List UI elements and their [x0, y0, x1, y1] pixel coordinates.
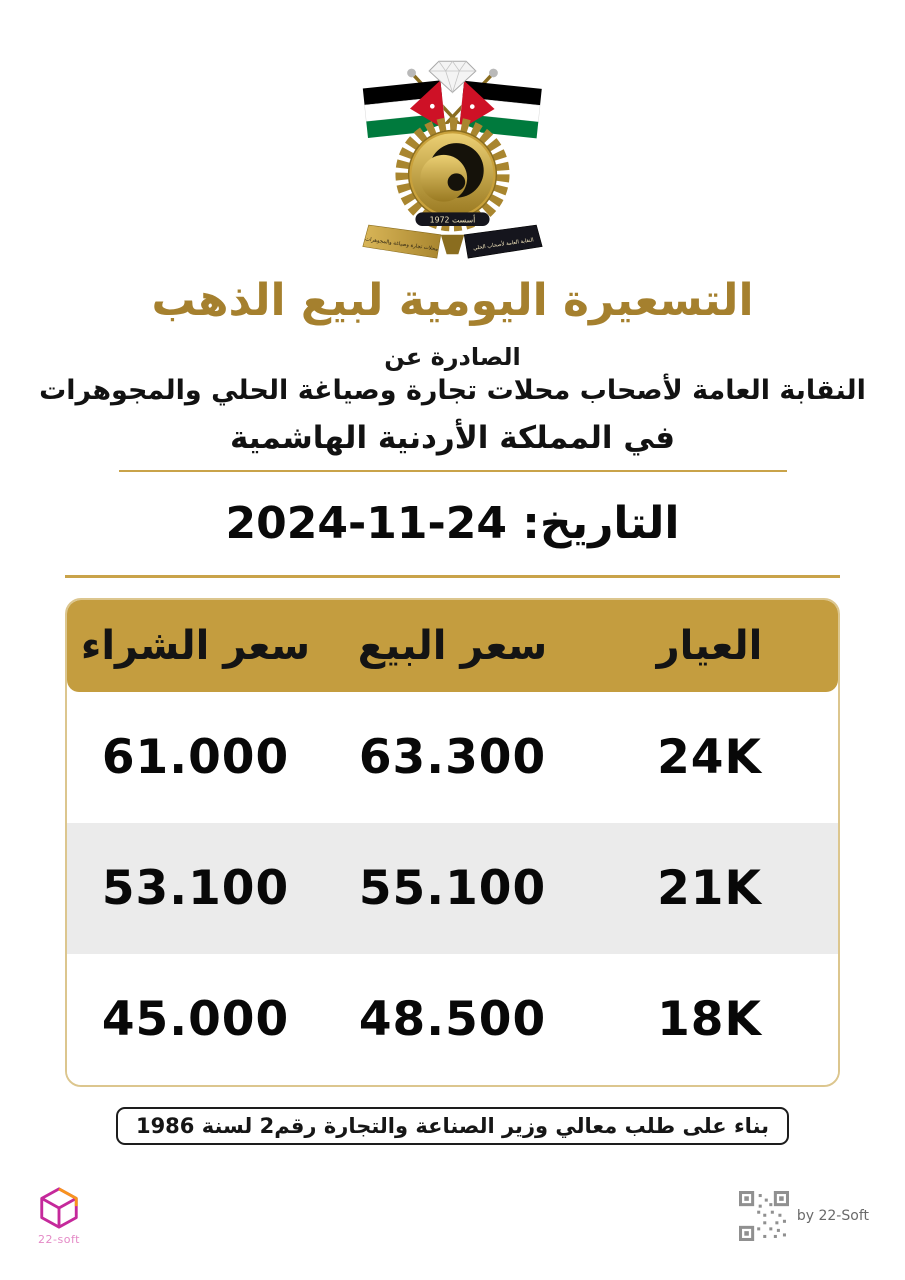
column-header-sell-price: سعر البيع — [357, 622, 548, 669]
table-row-21k — [67, 823, 838, 954]
column-header-karat: العيار — [656, 622, 763, 669]
issued-by-line: الصادرة عن — [384, 342, 521, 371]
established-text: أسست 1972 — [429, 215, 476, 225]
legal-note: بناء على طلب معالي وزير الصناعة والتجارة رقم2 لسنة 1986 — [116, 1107, 789, 1145]
ribbon-right — [464, 225, 542, 258]
credit-text: by 22-Soft — [796, 1207, 869, 1224]
karat-value: 21K — [657, 860, 762, 916]
table-header-row — [67, 600, 838, 692]
credit-block — [739, 1191, 869, 1241]
page-title: التسعيرة اليومية لبيع الذهب — [151, 275, 754, 326]
gear-icon — [402, 124, 503, 225]
syndicate-name-line: النقابة العامة لأصحاب محلات تجارة وصياغة الحلي والمجوهرات — [39, 374, 866, 406]
date-line: التاريخ: 24-11-2024 — [225, 497, 680, 549]
ribbon-center-tail — [441, 235, 464, 255]
table-row-18k — [67, 954, 838, 1085]
gold-divider-top — [119, 470, 787, 472]
column-header-buy-price: سعر الشراء — [80, 622, 311, 669]
emblem-graphic — [355, 32, 550, 266]
syndicate-emblem — [0, 0, 905, 266]
qr-code-icon — [739, 1191, 789, 1241]
table-row-24k — [67, 692, 838, 823]
ribbon-left-text: محلات تجارة وصياغة والمجوهرات — [364, 236, 439, 253]
cube-logo-icon — [36, 1185, 82, 1231]
buy-price-value: 45.000 — [101, 991, 290, 1047]
karat-value: 24K — [657, 729, 762, 785]
bottom-bar — [36, 1185, 869, 1246]
buy-price-value: 53.100 — [101, 860, 290, 916]
karat-value: 18K — [657, 991, 762, 1047]
gold-divider-table — [65, 575, 840, 578]
22soft-logo-label: 22-soft — [38, 1233, 80, 1246]
established-band — [415, 212, 489, 226]
sell-price-value: 48.500 — [358, 991, 547, 1047]
kingdom-line: في المملكة الأردنية الهاشمية — [229, 419, 675, 456]
price-table — [65, 598, 840, 1087]
22soft-logo — [36, 1185, 82, 1246]
buy-price-value: 61.000 — [101, 729, 290, 785]
sell-price-value: 63.300 — [358, 729, 547, 785]
ribbon-left — [363, 225, 441, 258]
sell-price-value: 55.100 — [358, 860, 547, 916]
ribbon-right-text: النقابة العامة لأصحاب الحلي — [472, 237, 535, 252]
